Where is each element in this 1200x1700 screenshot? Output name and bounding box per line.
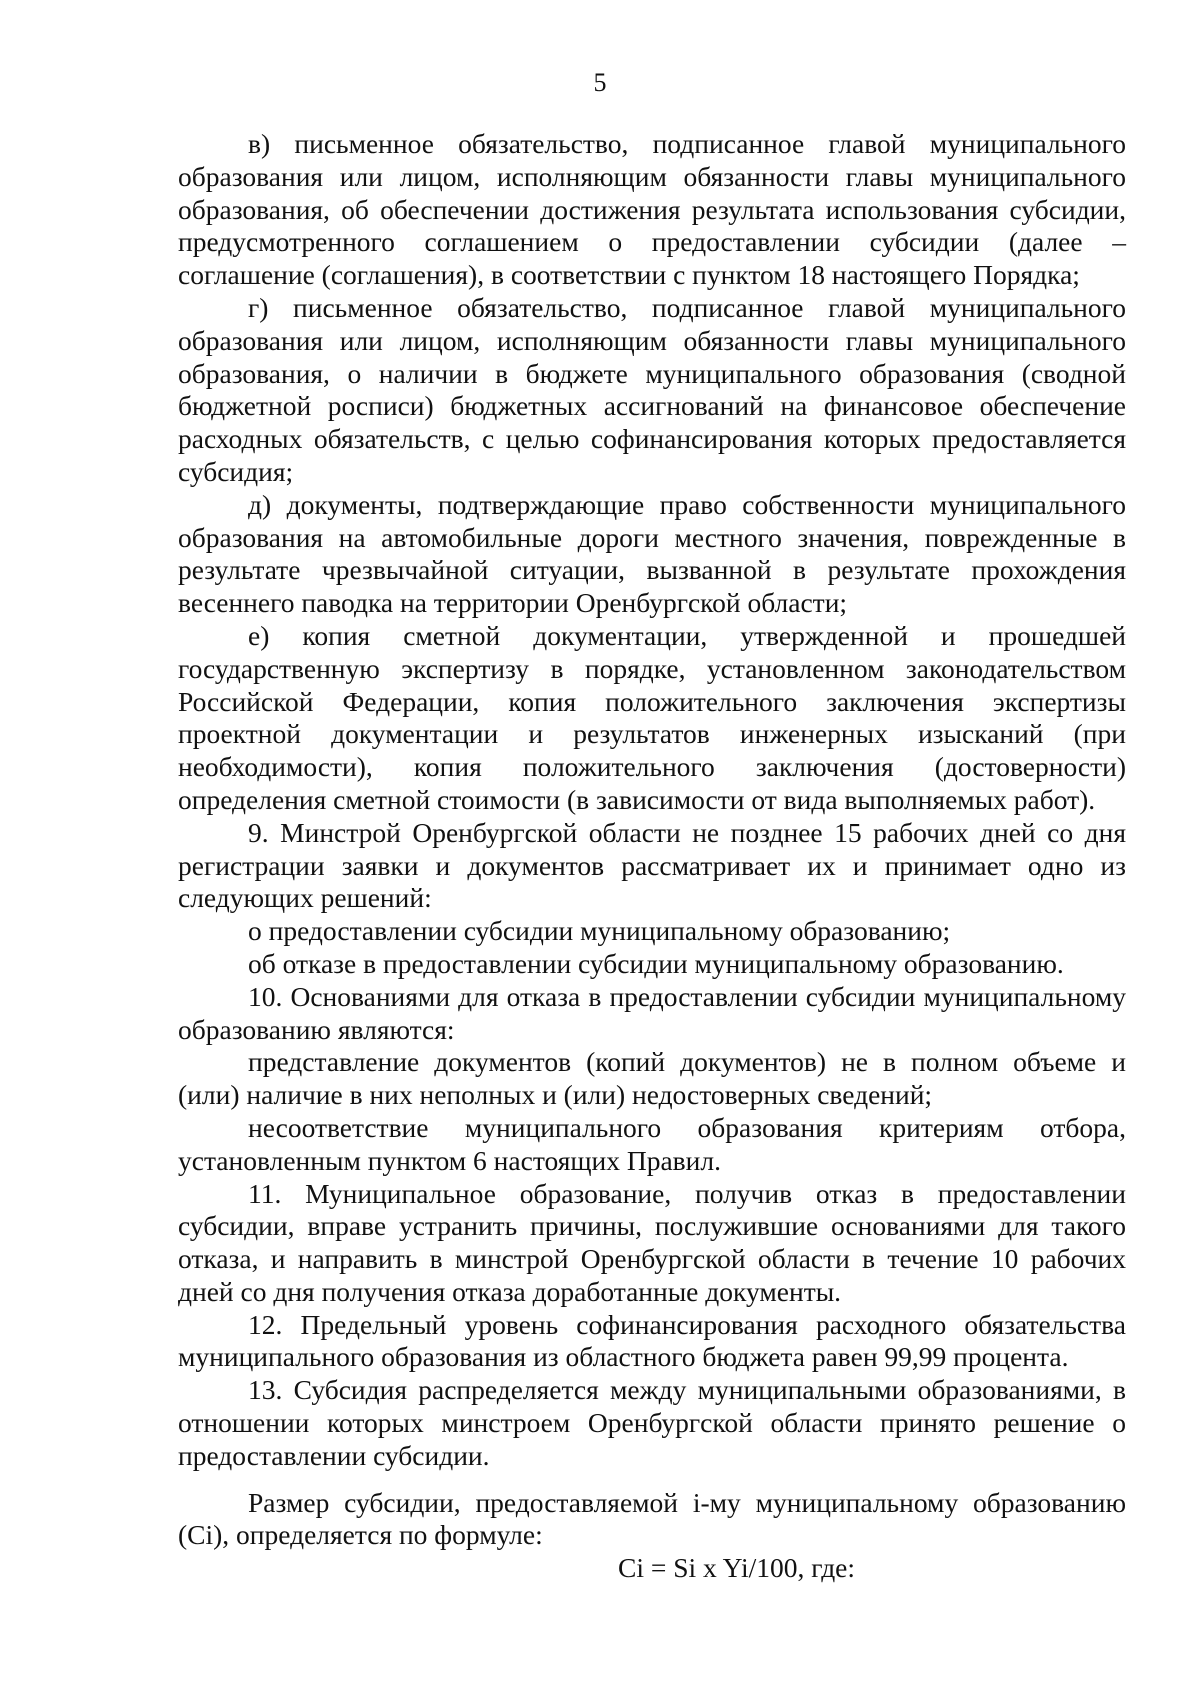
paragraph-g: г) письменное обязательство, подписанное главой муниципального образования или лицом, исполняющим обязанности главы муниципального образования, о наличии в бюджете муниципального образования (сводной бюджетной росписи) бюджетных ассигнований на финансовое обеспечение расходных обязательств, с целью софинансирования которых предоставляется субсидия; <box>178 291 1126 487</box>
paragraph-10: 10. Основаниями для отказа в предоставлении субсидии муниципальному образованию являются: <box>178 980 1126 1045</box>
paragraph-decision-2: об отказе в предоставлении субсидии муниципальному образованию. <box>248 947 1064 979</box>
paragraph-d: д) документы, подтверждающие право собственности муниципального образования на автомобильные дороги местного значения, поврежденные в результате чрезвычайной ситуации, вызванной в результате прохождения весеннего паводка на территории Оренбургской области; <box>178 488 1126 619</box>
paragraph-reason-2: несоответствие муниципального образования критериям отбора, установленным пунктом 6 настоящих Правил. <box>178 1111 1126 1176</box>
paragraph-subsidy-size: Размер субсидии, предоставляемой i-му муниципальному образованию (Ci), определяется по формуле: <box>178 1486 1126 1551</box>
paragraph-9: 9. Минстрой Оренбургской области не позднее 15 рабочих дней со дня регистрации заявки и документов рассматривает их и принимает одно из следующих решений: <box>178 816 1126 914</box>
document-body <box>178 128 1126 1585</box>
paragraph-13: 13. Субсидия распределяется между муниципальными образованиями, в отношении которых минстроем Оренбургской области принято решение о предоставлении субсидии. <box>178 1374 1126 1471</box>
paragraph-11: 11. Муниципальное образование, получив отказ в предоставлении субсидии, вправе устранить причины, послужившие основаниями для такого отказа, и направить в минстрой Оренбургской области в течение 10 рабочих дней со дня получения отказа доработанные документы. <box>178 1177 1126 1307</box>
paragraph-e: е) копия сметной документации, утвержденной и прошедшей государственную экспертизу в порядке, установленном законодательством Российской Федерации, копия положительного заключения экспертизы проектной документации и результатов инженерных изысканий (при необходимости), копия положительного заключения (достоверности) определения сметной стоимости (в зависимости от вида выполняемых работ). <box>178 619 1126 815</box>
paragraph-decision-1: о предоставлении субсидии муниципальному образованию; <box>248 915 951 947</box>
paragraph-v: в) письменное обязательство, подписанное главой муниципального образования или лицом, исполняющим обязанности главы муниципального образования, об обеспечении достижения результата использования субсидии, предусмотренного соглашением о предоставлении субсидии (далее – соглашение (соглашения), в соответствии с пунктом 18 настоящего Порядка; <box>178 128 1126 291</box>
formula: Ci = Si x Yi/100, где: <box>618 1552 856 1584</box>
paragraph-12: 12. Предельный уровень софинансирования расходного обязательства муниципального образования из областного бюджета равен 99,99 процента. <box>178 1308 1126 1373</box>
paragraph-reason-1: представление документов (копий документов) не в полном объеме и (или) наличие в них неполных и (или) недостоверных сведений; <box>178 1046 1126 1111</box>
page-number: 5 <box>593 68 607 97</box>
